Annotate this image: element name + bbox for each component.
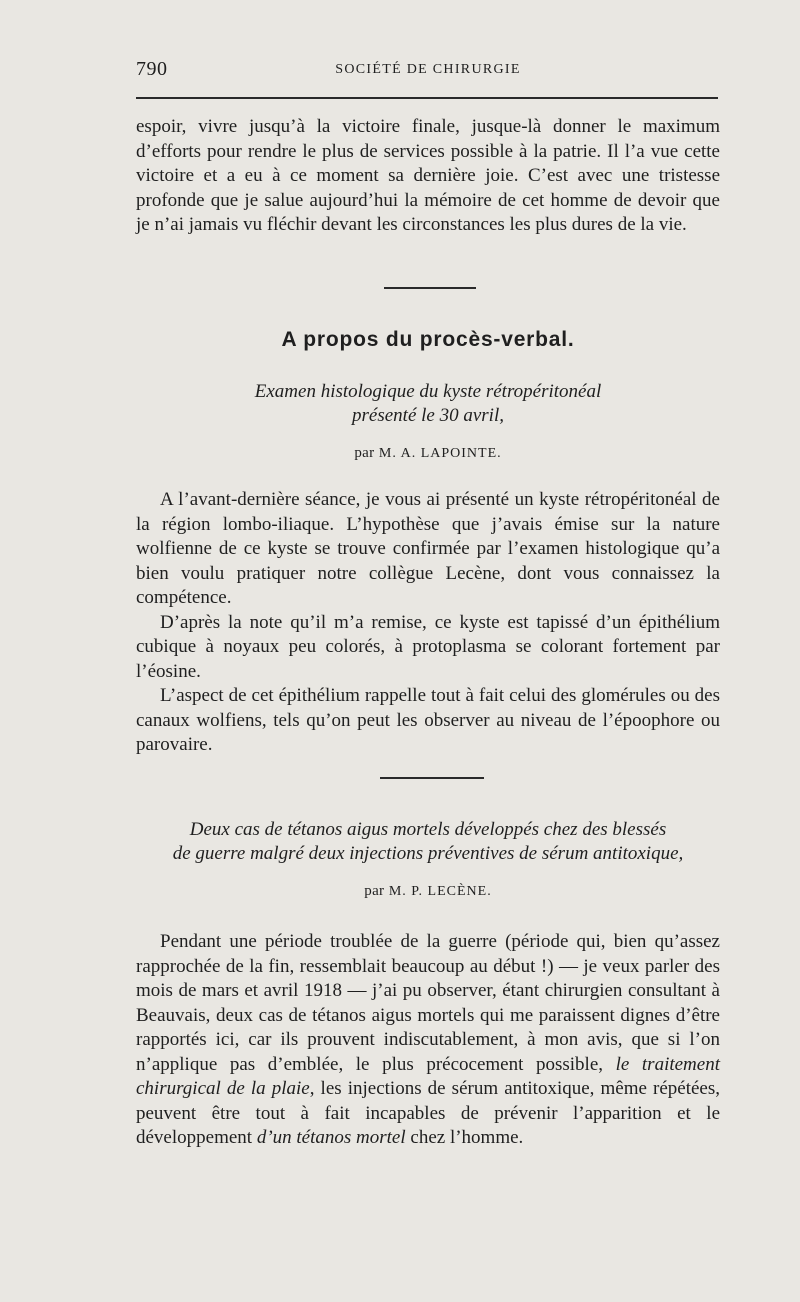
body-text: Pendant une période troublée de la guerre (période qui, bien qu’assez rapprochée de la fin, ressemblait beaucoup au début !) — je veux parler des mois de mars et avril 1918 — j’ai pu observer, étant chirurgien consultant à Beauvais, deux cas de tétanos aigus mortels qui me paraissent dignes d’être rapportés ici, car ils prouvent indiscutablement, à mon avis, que si l’on n’applique pas d’emblée, le plus précocement possible, (136, 931, 720, 1075)
section-divider (380, 777, 484, 779)
running-head (136, 58, 720, 86)
article-body (136, 930, 720, 1151)
article-byline (136, 883, 720, 900)
title-line: Deux cas de tétanos aigus mortels développés chez des blessés (189, 819, 667, 840)
byline-author: M. P. LECÈNE. (388, 884, 492, 899)
body-paragraph (136, 930, 720, 1151)
section-divider (384, 287, 476, 289)
title-line: de guerre malgré deux injections préventives de sérum antitoxique, (172, 843, 684, 864)
article-subtitle (136, 380, 720, 428)
emphasis-text: le traitement chirurgical de la plaie (136, 1053, 720, 1099)
page-number: 790 (136, 58, 168, 80)
continuation-text (136, 115, 720, 238)
article-title (136, 818, 720, 866)
article-heading: A propos du procès-verbal. (281, 328, 575, 351)
byline-author: M. A. LAPOINTE. (378, 446, 502, 461)
byline-prefix: par (364, 883, 385, 899)
continuation-paragraph: espoir, vivre jusqu’à la victoire finale, jusque-là donner le maximum d’efforts pour rendre le plus de services possible à la patrie. Il l’a vue cette victoire et a eu à ce moment sa dernière joie. C’est avec une tristesse profonde que je salue aujourd’hui la mémoire de cet homme de devoir que je n’ai jamais vu fléchir devant les circonstances les plus dures de la vie. (136, 116, 720, 235)
article-byline (136, 445, 720, 462)
article-body (136, 488, 720, 758)
body-text: , les injections de sérum antitoxique, même répétées, peuvent être tout à fait incapables de prévenir l’apparition et le développement (136, 1078, 720, 1148)
body-paragraph: D’après la note qu’il m’a remise, ce kyste est tapissé d’un épithélium cubique à noyaux peu colorés, à protoplasma se colorant fortement par l’éosine. (136, 611, 720, 682)
body-text: chez l’homme. (405, 1127, 524, 1148)
journal-title: SOCIÉTÉ DE CHIRURGIE (335, 62, 521, 77)
subtitle-line: présenté le 30 avril, (352, 405, 504, 426)
body-paragraph: A l’avant-dernière séance, je vous ai présenté un kyste rétropéritonéal de la région lombo-iliaque. L’hypothèse que j’avais émise sur la nature wolfienne de ce kyste se trouve confirmée par l’examen histologique qu’a bien voulu pratiquer notre collègue Lecène, dont vous connaissez la compétence. (136, 489, 720, 608)
byline-prefix: par (354, 445, 375, 461)
body-paragraph: L’aspect de cet épithélium rappelle tout à fait celui des glomérules ou des canaux wolfiens, tels qu’on peut les observer au niveau de l’époophore ou parovaire. (136, 685, 720, 755)
emphasis-text: d’un tétanos mortel (256, 1127, 406, 1148)
subtitle-line: Examen histologique du kyste rétropéritonéal (254, 381, 602, 402)
header-rule (136, 97, 718, 99)
